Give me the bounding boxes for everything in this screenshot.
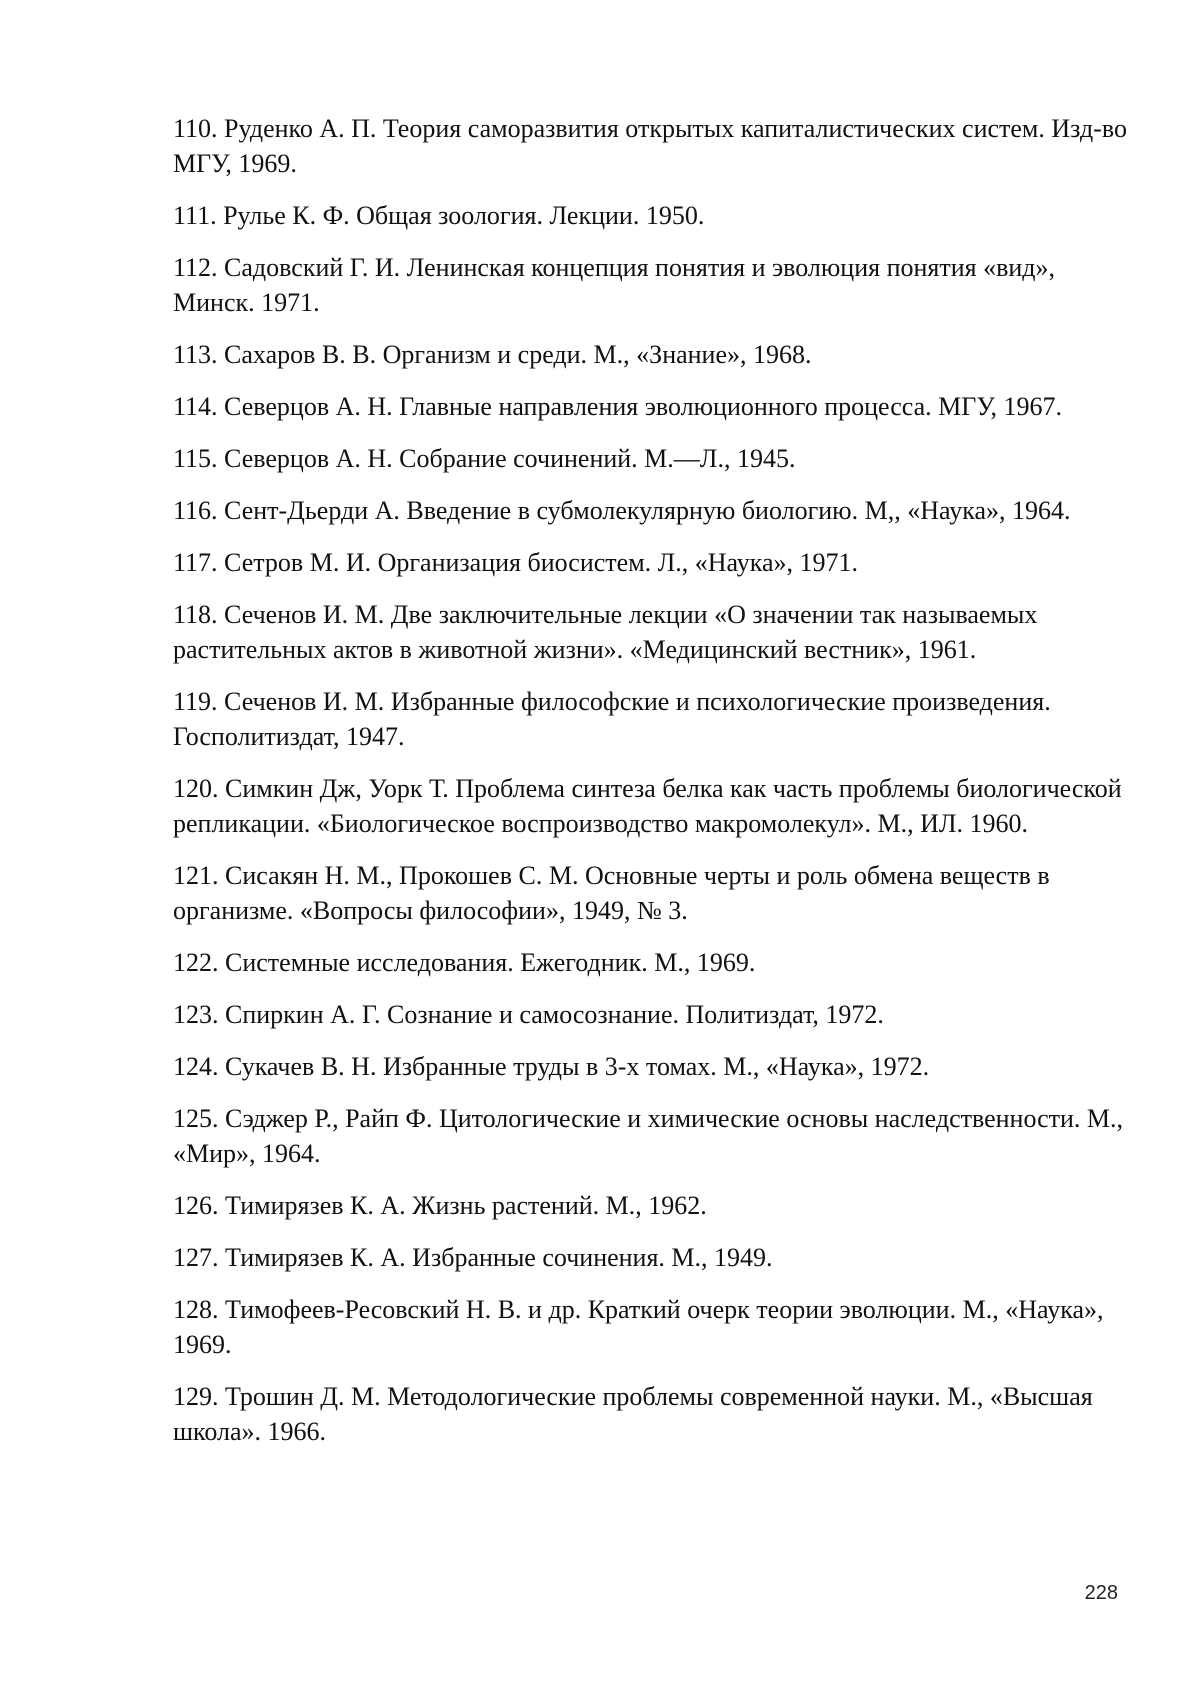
reference-item	[173, 545, 1133, 580]
reference-item	[173, 389, 1133, 424]
reference-text: Спиркин А. Г. Сознание и самосознание. Политиздат, 1972.	[225, 1000, 884, 1029]
reference-text: Сисакян Н. М., Прокошев С. М. Основные черты и роль обмена веществ в организме. «Вопросы философии», 1949, № 3.	[173, 861, 1050, 925]
page-number: 228	[1084, 1582, 1118, 1604]
reference-item	[173, 337, 1133, 372]
reference-number: 128.	[173, 1295, 219, 1324]
reference-text: Системные исследования. Ежегодник. М., 1969.	[225, 948, 756, 977]
reference-number: 122.	[173, 948, 219, 977]
reference-number: 125.	[173, 1104, 219, 1133]
reference-item	[173, 858, 1133, 928]
reference-item	[173, 1049, 1133, 1084]
reference-text: Сеченов И. М. Избранные философские и психологические произведения. Госполитиздат, 1947.	[173, 687, 1051, 751]
reference-item	[173, 493, 1133, 528]
reference-item	[173, 1292, 1133, 1362]
reference-text: Северцов А. Н. Главные направления эволюционного процесса. МГУ, 1967.	[224, 392, 1063, 421]
reference-item	[173, 1379, 1133, 1449]
reference-text: Сукачев В. Н. Избранные труды в 3-х томах. М., «Наука», 1972.	[225, 1052, 930, 1081]
reference-text: Руденко А. П. Теория саморазвития открытых капиталистических систем. Изд-во МГУ, 1969.	[173, 114, 1127, 178]
reference-item	[173, 1101, 1133, 1171]
reference-text: Сахаров В. В. Организм и среди. М., «Знание», 1968.	[224, 340, 812, 369]
reference-text: Рулье К. Ф. Общая зоология. Лекции. 1950.	[223, 201, 705, 230]
reference-number: 121.	[173, 861, 219, 890]
reference-item	[173, 945, 1133, 980]
reference-text: Тимирязев К. А. Избранные сочинения. М., 1949.	[225, 1243, 773, 1272]
reference-number: 116.	[173, 496, 218, 525]
reference-item	[173, 1188, 1133, 1223]
reference-number: 127.	[173, 1243, 219, 1272]
reference-text: Тимирязев К. А. Жизнь растений. М., 1962.	[225, 1191, 707, 1220]
reference-number: 119.	[173, 687, 218, 716]
reference-item	[173, 771, 1133, 841]
reference-number: 129.	[173, 1382, 219, 1411]
reference-item	[173, 441, 1133, 476]
reference-number: 118.	[173, 600, 218, 629]
reference-number: 123.	[173, 1000, 219, 1029]
reference-item	[173, 198, 1133, 233]
reference-text: Симкин Дж, Уорк Т. Проблема синтеза белка как часть проблемы биологической репликации. «Биологическое воспроизводство макромолекул». М., ИЛ. 1960.	[173, 774, 1122, 838]
reference-item	[173, 684, 1133, 754]
reference-item	[173, 111, 1133, 181]
reference-text: Тимофеев-Ресовский Н. В. и др. Краткий очерк теории эволюции. М., «Наука», 1969.	[173, 1295, 1104, 1359]
reference-item	[173, 1240, 1133, 1275]
reference-number: 110.	[173, 114, 218, 143]
reference-list	[173, 111, 1133, 1466]
reference-number: 117.	[173, 548, 218, 577]
reference-number: 124.	[173, 1052, 219, 1081]
reference-number: 113.	[173, 340, 218, 369]
reference-number: 126.	[173, 1191, 219, 1220]
reference-number: 120.	[173, 774, 219, 803]
reference-text: Сент-Дьерди А. Введение в субмолекулярную биологию. М,, «Наука», 1964.	[224, 496, 1071, 525]
reference-text: Северцов А. Н. Собрание сочинений. М.—Л., 1945.	[224, 444, 796, 473]
reference-item	[173, 997, 1133, 1032]
reference-item	[173, 250, 1133, 320]
reference-number: 114.	[173, 392, 218, 421]
reference-number: 111.	[173, 201, 217, 230]
reference-text: Трошин Д. М. Методологические проблемы современной науки. М., «Высшая школа». 1966.	[173, 1382, 1093, 1446]
reference-text: Садовский Г. И. Ленинская концепция понятия и эволюция понятия «вид», Минск. 1971.	[173, 253, 1056, 317]
reference-item	[173, 597, 1133, 667]
reference-number: 112.	[173, 253, 218, 282]
reference-number: 115.	[173, 444, 218, 473]
reference-text: Сэджер Р., Райп Ф. Цитологические и химические основы наследственности. М., «Мир», 1964.	[173, 1104, 1124, 1168]
reference-text: Сетров М. И. Организация биосистем. Л., «Наука», 1971.	[224, 548, 859, 577]
reference-text: Сеченов И. М. Две заключительные лекции «О значении так называемых растительных актов в животной жизни». «Медицинский вестник», 1961.	[173, 600, 1038, 664]
